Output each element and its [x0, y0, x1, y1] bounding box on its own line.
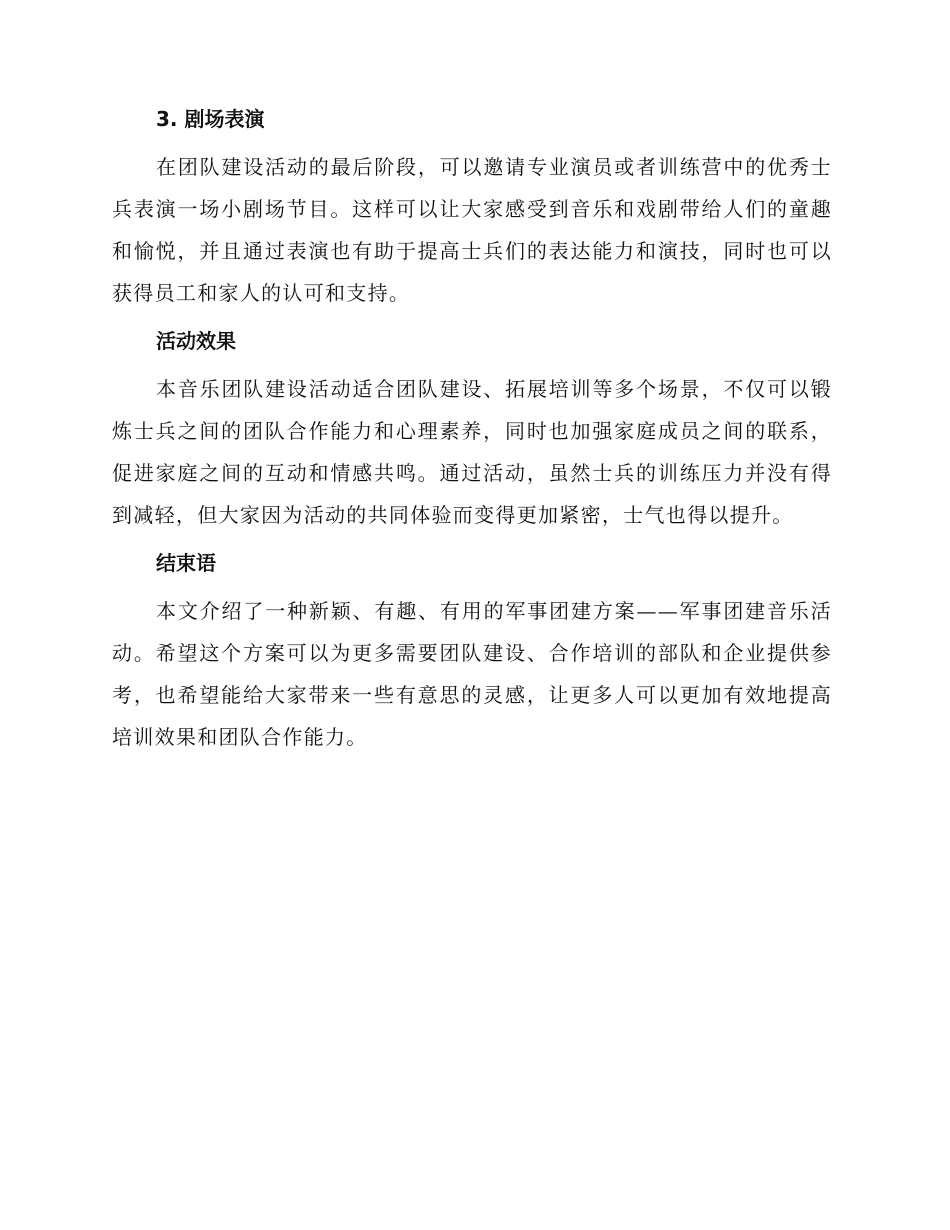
section-paragraph: 在团队建设活动的最后阶段，可以邀请专业演员或者训练营中的优秀士兵表演一场小剧场节目。这样可以让大家感受到音乐和戏剧带给人们的童趣和愉悦，并且通过表演也有助于提高士兵们的表达能力和演技，同时也可以获得员工和家人的认可和支持。 — [112, 155, 832, 305]
document-page — [112, 104, 832, 768]
section-heading: 3. 剧场表演 — [156, 107, 265, 131]
section-theater-performance — [112, 104, 832, 314]
section-heading: 活动效果 — [156, 329, 236, 353]
section-paragraph: 本音乐团队建设活动适合团队建设、拓展培训等多个场景，不仅可以锻炼士兵之间的团队合作能力和心理素养，同时也加强家庭成员之间的联系，促进家庭之间的互动和情感共鸣。通过活动，虽然士兵的训练压力并没有得到减轻，但大家因为活动的共同体验而变得更加紧密，士气也得以提升。 — [112, 377, 832, 527]
section-conclusion — [112, 548, 832, 758]
section-heading: 结束语 — [156, 551, 216, 575]
section-paragraph: 本文介绍了一种新颖、有趣、有用的军事团建方案——军事团建音乐活动。希望这个方案可以为更多需要团队建设、合作培训的部队和企业提供参考，也希望能给大家带来一些有意思的灵感，让更多人可以更加有效地提高培训效果和团队合作能力。 — [112, 599, 832, 749]
section-activity-effect — [112, 326, 832, 536]
